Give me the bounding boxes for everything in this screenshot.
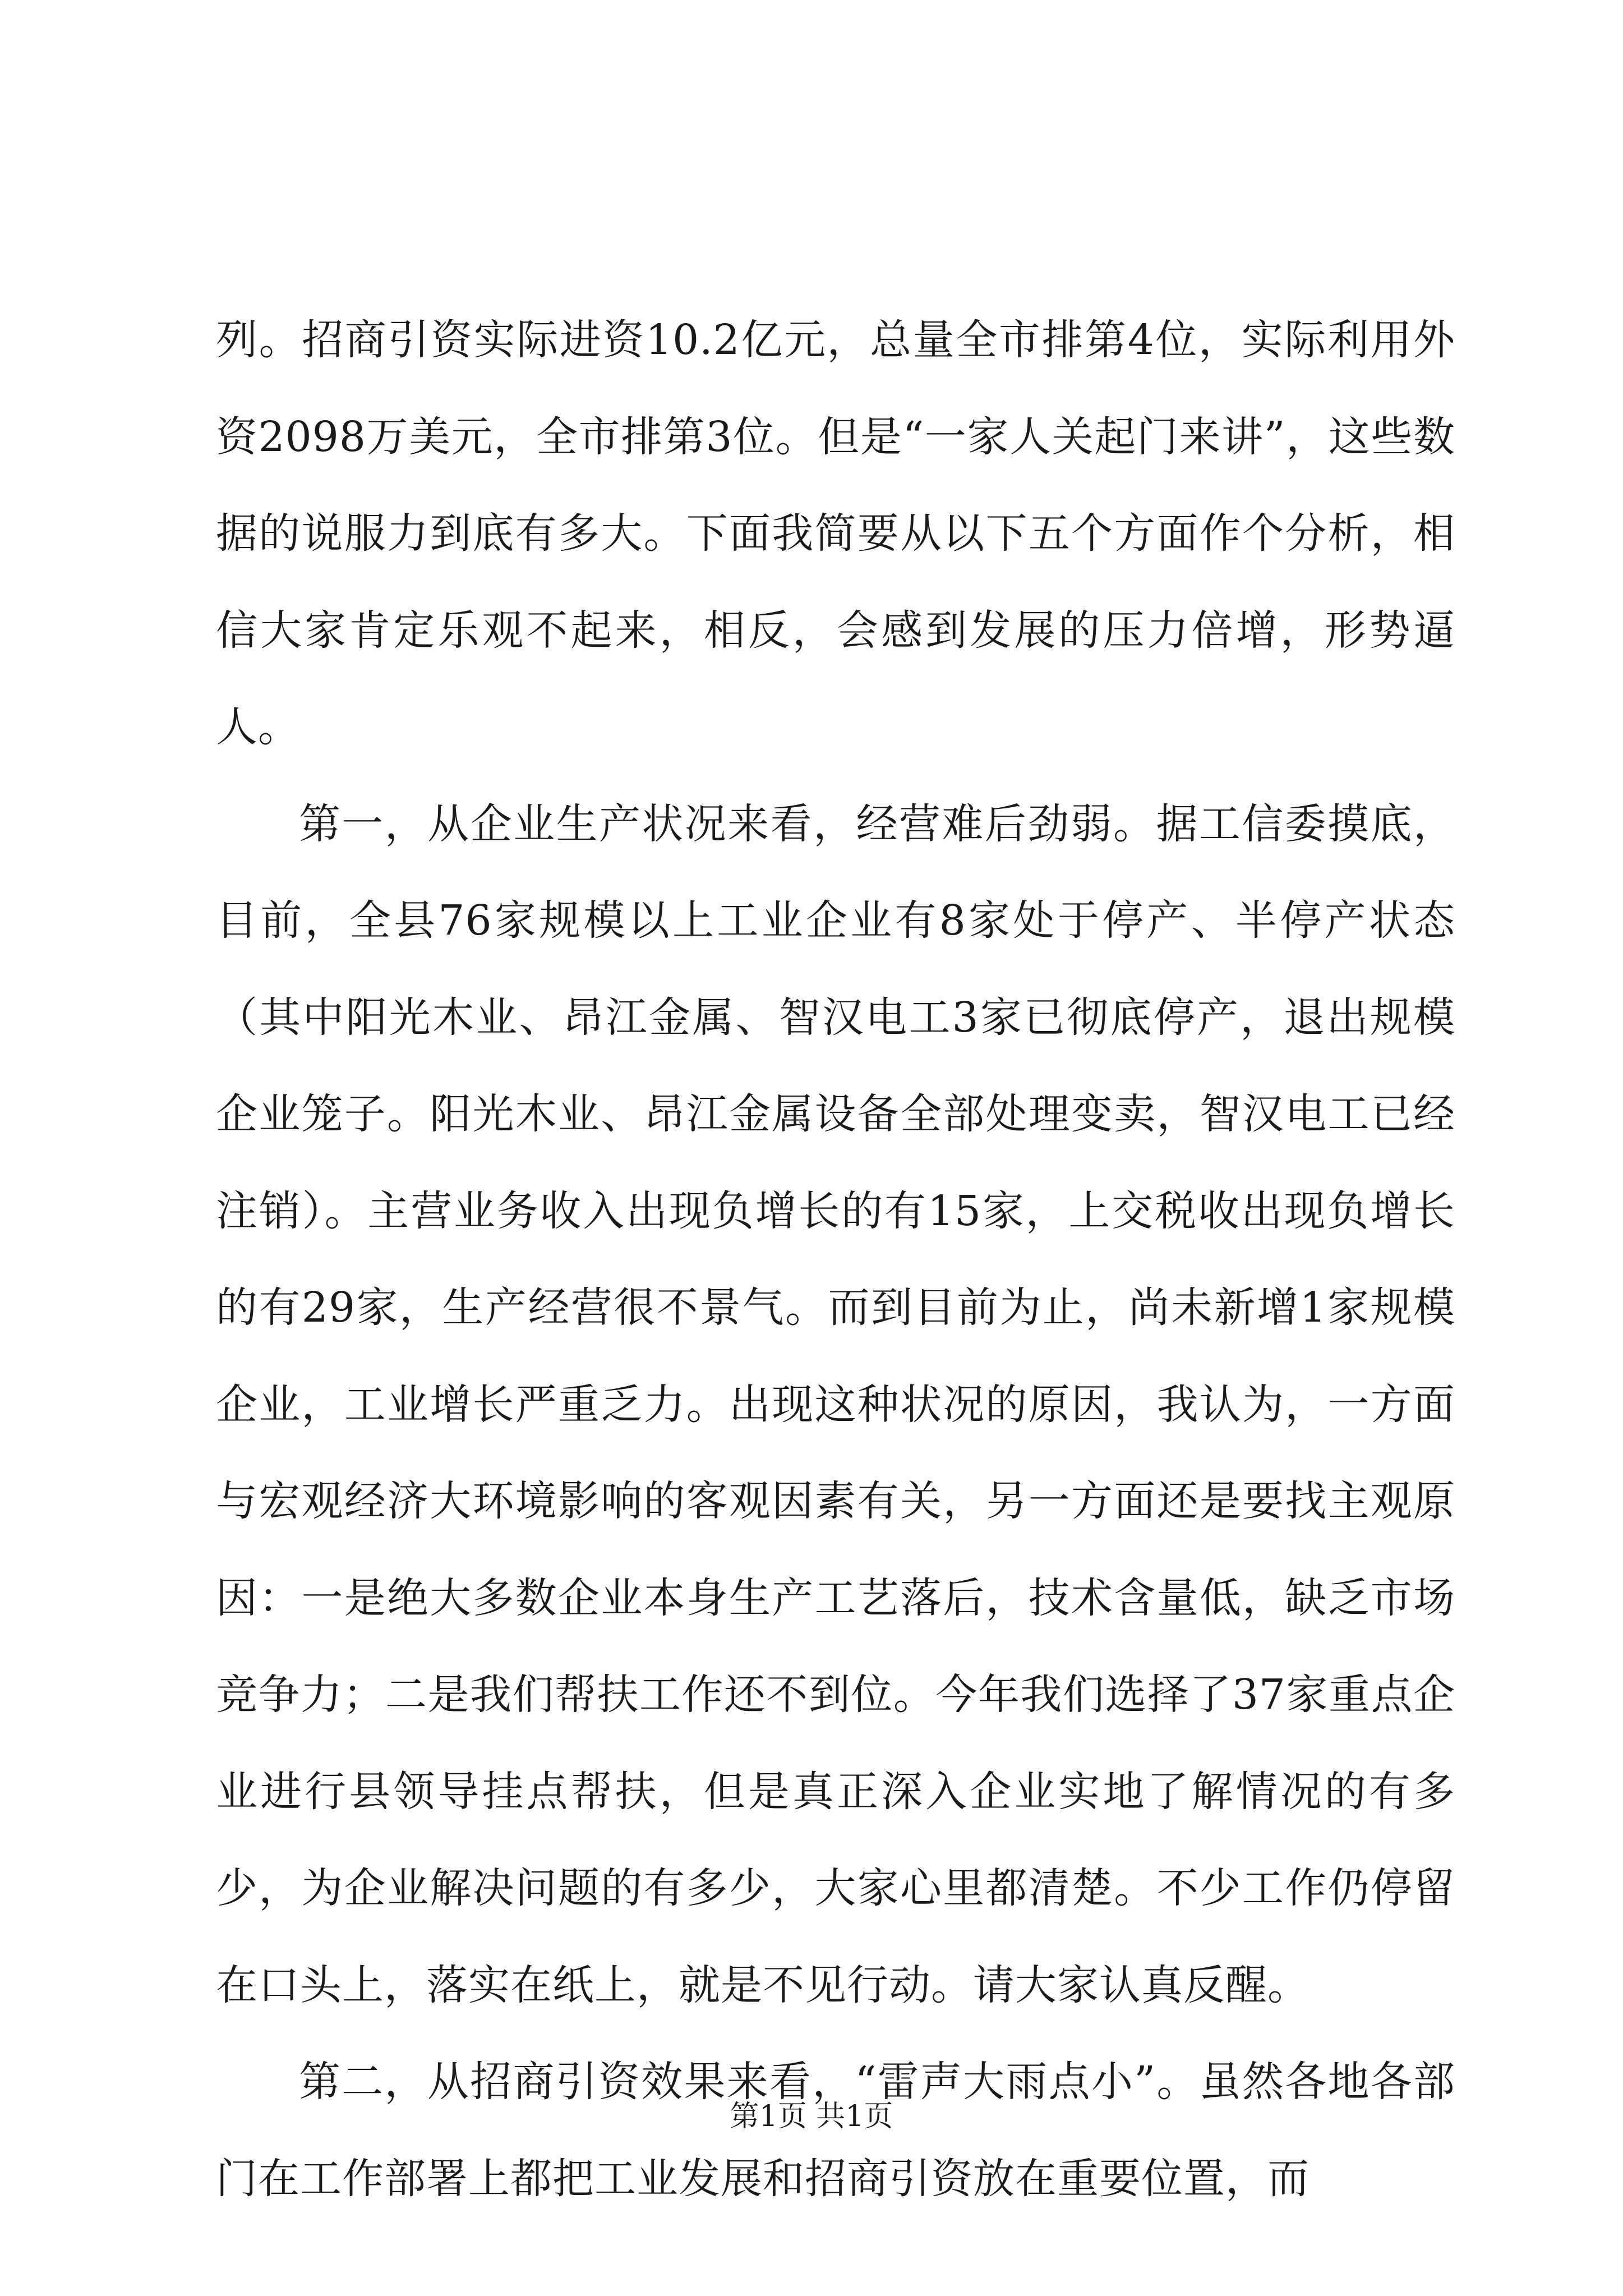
page-number-label: 第1页 共1页 [730, 2100, 893, 2133]
paragraph-enterprise-production: 第一，从企业生产状况来看，经营难后劲弱。据工信委摸底，目前，全县76家规模以上工业企业有8家处于停产、半停产状态（其中阳光木业、昂江金属、智汉电工3家已彻底停产，退出规模企业笼子。阳光木业、昂江金属设备全部处理变卖，智汉电工已经注销）。主营业务收入出现负增长的有15家，上交税收出现负增长的有29家，生产经营很不景气。而到目前为止，尚未新增1家规模企业，工业增长严重乏力。出现这种状况的原因，我认为，一方面与宏观经济大环境影响的客观因素有关，另一方面还是要找主观原因：一是绝大多数企业本身生产工艺落后，技术含量低，缺乏市场竞争力；二是我们帮扶工作还不到位。今年我们选择了37家重点企业进行县领导挂点帮扶，但是真正深入企业实地了解情况的有多少，为企业解决问题的有多少，大家心里都清楚。不少工作仍停留在口头上，落实在纸上，就是不见行动。请大家认真反醒。 [216, 799, 1455, 2009]
page-footer [0, 2097, 1623, 2136]
document-body [216, 292, 1455, 2227]
paragraph-investment-effect: 第二，从招商引资效果来看，“雷声大雨点小”。虽然各地各部门在工作部署上都把工业发展和招商引资放在重要位置，而 [216, 2058, 1455, 2203]
paragraph-continuation: 列。招商引资实际进资10.2亿元，总量全市排第4位，实际利用外资2098万美元，全市排第3位。但是“一家人关起门来讲”，这些数据的说服力到底有多大。下面我简要从以下五个方面作个分析，相信大家肯定乐观不起来，相反，会感到发展的压力倍增，形势逼人。 [216, 316, 1455, 751]
